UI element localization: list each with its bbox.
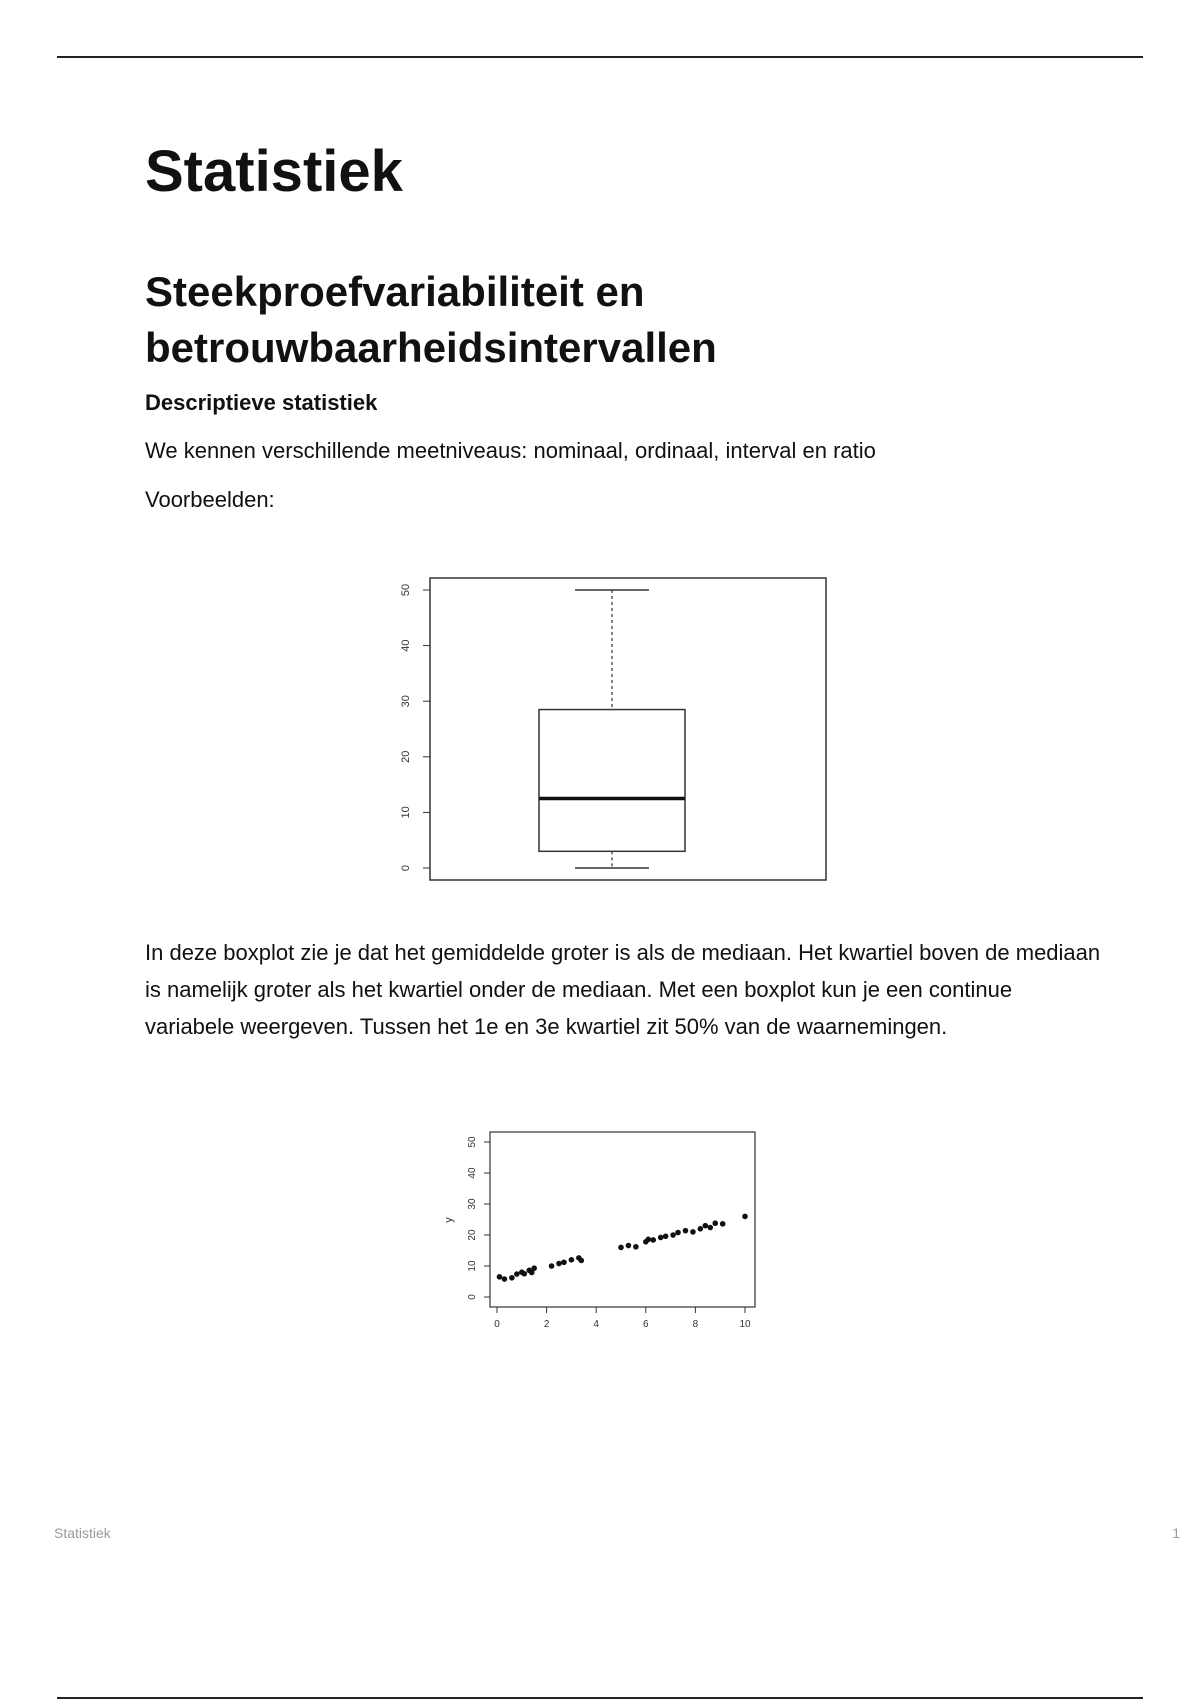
scatter-x-tick-label: 0 [494, 1319, 500, 1330]
scatter-point [509, 1275, 515, 1281]
boxplot-y-tick-label: 20 [400, 750, 412, 763]
scatter-figure [430, 1120, 800, 1350]
scatter-x-tick-label: 8 [692, 1319, 699, 1330]
scatter-point [514, 1271, 520, 1277]
boxplot-chart [395, 570, 835, 890]
scatter-y-axis-label: y [443, 1217, 455, 1223]
scatter-point [703, 1223, 709, 1229]
footer-document-title: Statistiek [54, 1525, 111, 1541]
scatter-point [521, 1271, 527, 1277]
scatter-point [556, 1261, 562, 1267]
scatter-point [633, 1244, 639, 1250]
scatter-y-tick-label: 20 [467, 1229, 478, 1241]
section-heading: Descriptieve statistiek [145, 390, 378, 415]
top-rule [57, 56, 1143, 58]
paragraph-measurement-levels: We kennen verschillende meetniveaus: nominaal, ordinaal, interval en ratio [145, 438, 876, 463]
boxplot-y-tick-label: 10 [400, 806, 412, 819]
scatter-point [626, 1243, 632, 1249]
boxplot-y-tick-label: 30 [400, 695, 412, 708]
scatter-point [675, 1230, 681, 1236]
scatter-y-tick-label: 0 [467, 1294, 478, 1300]
scatter-point [618, 1245, 624, 1251]
scatter-y-tick-label: 40 [467, 1167, 478, 1179]
boxplot-figure [395, 570, 835, 890]
footer-page-number: 1 [1172, 1525, 1180, 1541]
scatter-y-tick-label: 10 [467, 1260, 478, 1272]
scatter-point [690, 1229, 696, 1235]
scatter-point [569, 1257, 575, 1263]
scatter-point [683, 1228, 689, 1234]
scatter-point [712, 1220, 718, 1226]
scatter-x-tick-label: 2 [543, 1319, 550, 1330]
page-subtitle: Steekproefvariabiliteit en betrouwbaarheidsintervallen [145, 268, 717, 371]
paragraph-boxplot-explanation: In deze boxplot zie je dat het gemiddelde groter is als de mediaan. Het kwartiel boven de mediaan is namelijk groter als het kwartiel onder de mediaan. Met een boxplot kun je een continue variabele weergeven. Tussen het 1e en 3e kwartiel zit 50% van de waarnemingen. [145, 940, 1101, 1039]
scatter-chart [430, 1120, 800, 1350]
scatter-x-tick-label: 10 [739, 1319, 751, 1330]
boxplot-y-tick-label: 40 [400, 639, 412, 652]
scatter-x-tick-label: 6 [643, 1319, 649, 1330]
scatter-point [720, 1221, 726, 1227]
scatter-point [670, 1232, 676, 1238]
scatter-point [502, 1276, 508, 1282]
scatter-y-tick-label: 50 [467, 1136, 478, 1148]
scatter-point [650, 1237, 656, 1243]
bottom-rule [57, 1697, 1143, 1699]
scatter-point [561, 1259, 567, 1265]
boxplot-iqr-box [539, 710, 685, 852]
boxplot-y-tick-label: 50 [400, 583, 412, 597]
scatter-point [698, 1226, 704, 1232]
scatter-point [645, 1237, 651, 1243]
scatter-point [663, 1233, 669, 1239]
scatter-point [497, 1274, 503, 1280]
scatter-frame [490, 1132, 755, 1307]
page-title: Statistiek [145, 139, 403, 204]
paragraph-examples: Voorbeelden: [145, 487, 275, 512]
boxplot-y-tick-label: 0 [400, 864, 412, 872]
scatter-point [531, 1265, 537, 1271]
scatter-x-tick-label: 4 [593, 1319, 599, 1330]
scatter-point [707, 1225, 713, 1231]
scatter-point [658, 1235, 664, 1241]
scatter-y-tick-label: 30 [467, 1198, 478, 1210]
scatter-point [549, 1263, 555, 1269]
scatter-point [579, 1258, 585, 1264]
scatter-point [742, 1214, 748, 1220]
